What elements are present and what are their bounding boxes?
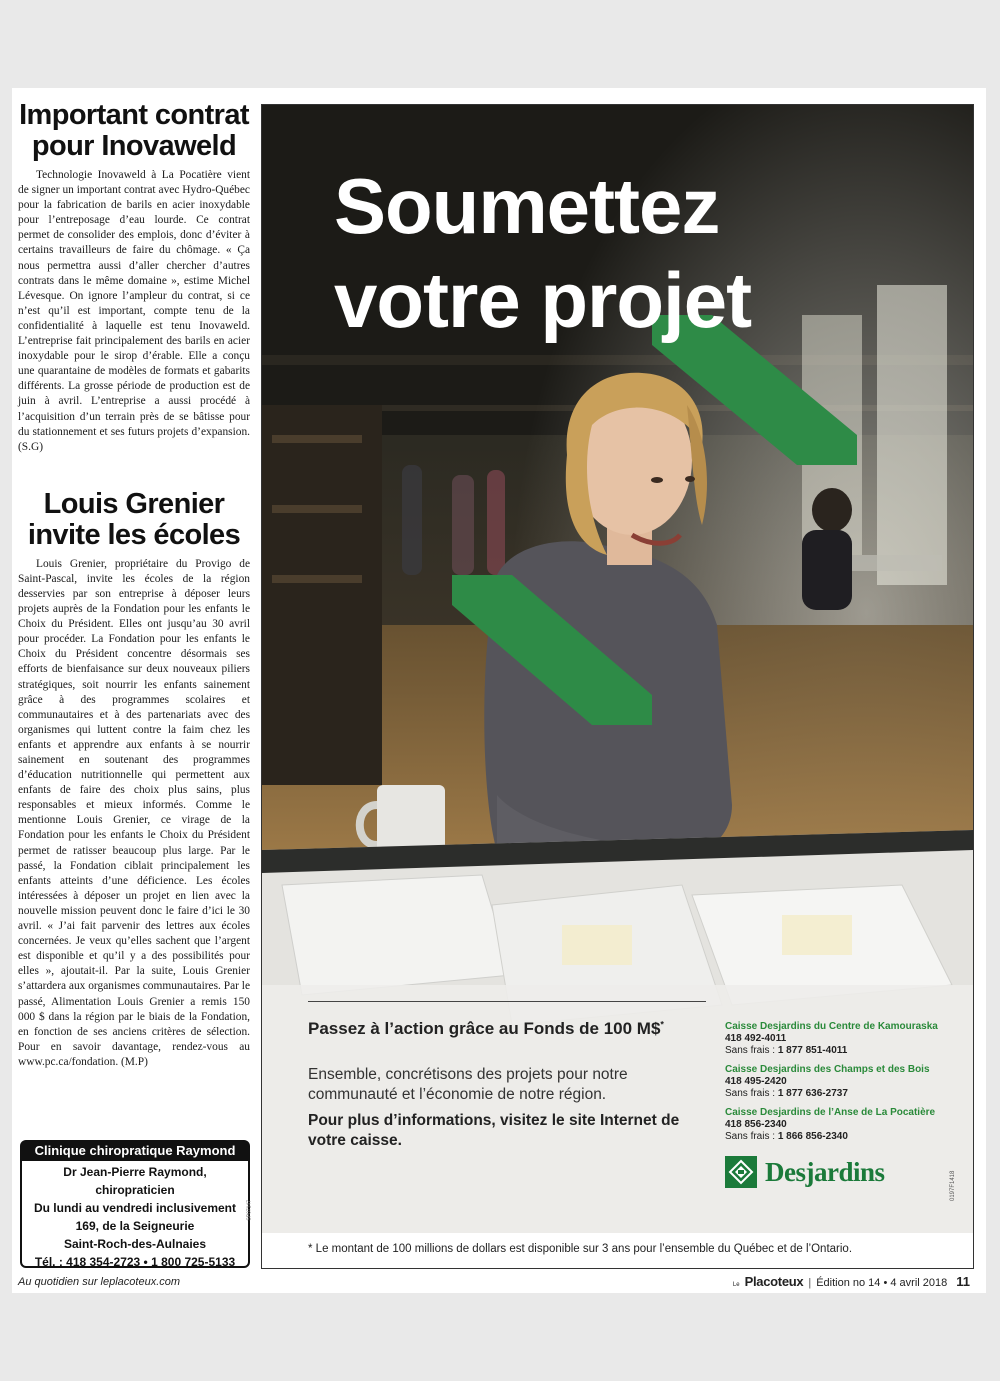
clinic-phone: Tél. : 418 354-2723 • 1 800 725-5133 (34, 1255, 236, 1269)
publication-name: Placoteux (744, 1274, 804, 1289)
article2-headline: Louis Grenier invite les écoles (27, 487, 241, 551)
footer-website: Au quotidien sur leplacoteux.com (18, 1276, 181, 1288)
ad-call-to-action: Passez à l’action grâce au Fonds de 100 M$* (308, 1019, 664, 1038)
ad-lead-bold: Pour plus d’informations, visitez le site Internet de votre caisse. (308, 1112, 680, 1149)
desjardins-ad (261, 104, 974, 1269)
article2-body: Louis Grenier, propriétaire du Provigo de Saint-Pascal, invite les écoles de la région desservies par son entreprise à déposer leurs projets auprès de la Fondation pour les enfants le Choix du Président. Elles ont jusqu’au 30 avril pour procéder. La Fondation pour les enfants le Choix du Président concentre désormais ses efforts de bienfaisance sur deux nouveaux piliers stratégiques, soit nourrir les enfants sainement grâce à des programmes scolaires et communautaires et à des partenariats avec des organismes qui luttent contre la faim chez les enfants et apprendre aux enfants à se nourrir sainement en soutenant des programmes d’éducation nutritionnelle qui permettent aux enfants de faire des choix plus sains, plus responsables et mieux informés. Comme le mentionne Louis Grenier, ce virage de la Fondation pour les enfants le Choix du Président permet de ratisser beaucoup plus large. Par le passé, la Fondation ciblait principalement les enfants atteints d’une déficience. Les écoles intéressées à déposer un projet en lien avec la nouvelle mission peuvent donc le faire d’ici le 30 avril. « J’ai fait parvenir des lettres aux écoles concernées. Je veux qu’elles sachent que l’argent est disponible et qu’il y a des possibilités pour elles », ajoutait-il. Par la suite, Louis Grenier s’attardera aux organismes communautaires. Par le passé, Alimentation Louis Grenier a remis 150 000 $ dans la région par le biais de la Fondation, en fonction de ses anciens critères de sélection. Pour en savoir davantage, rendez-vous au www.pc.ca/fondation. (M.P) (18, 557, 250, 1068)
clinic-address-line1: 169, de la Seigneurie (75, 1219, 195, 1233)
desjardins-logo-icon (725, 1156, 757, 1188)
ad-lead-text: Ensemble, concrétisons des projets pour notre communauté et l’économie de notre région. (308, 1066, 628, 1103)
branch-phone: 418 495-2420 (725, 1076, 787, 1087)
branch-toll-free: Sans frais : 1 877 636-2737 (725, 1088, 848, 1099)
desjardins-logo (725, 1156, 885, 1188)
branch-list (725, 1021, 965, 1150)
ad-divider (308, 1001, 706, 1002)
branch-phone: 418 492-4011 (725, 1033, 787, 1044)
article1-headline: Important contrat pour Inovaweld (19, 99, 249, 162)
clinic-doctor: Dr Jean-Pierre Raymond, chiropraticien (63, 1165, 207, 1197)
clinic-hours: Du lundi au vendredi inclusivement (33, 1201, 237, 1215)
article1-body: Technologie Inovaweld à La Pocatière vient de signer un important contrat avec Hydro-Québec pour la fabrication de barils en acier inoxydable pour l’entreposage d’eau lourde. Ce contrat permet de consolider des emplois, donc d’éviter à certains travailleurs de faire du chômage. « Ça nous permettra aussi d’aller chercher d’autres contrats dans le même domaine », estime Michel Lévesque. On ignore l’ampleur du contrat, si ce n’est qu’il est important, compte tenu de la confidentialité à laquelle est tenu Inovaweld. L’entreprise fait principalement des barils en acier inoxydable pour le sirop d’érable. Elle a conçu une quarantaine de modèles de formats et gabarits différents. La grosse période de production est de juin à avril. L’entreprise a aussi procédé à l’acquisition d’un terrain près de se bâtisse pour du stationnement et ses futurs projets d’expansion. (S.G) (18, 169, 250, 453)
branch-item (725, 1107, 965, 1143)
branch-item (725, 1021, 965, 1057)
branch-item (725, 1064, 965, 1100)
footer-publication (733, 1274, 970, 1289)
branch-toll-free: Sans frais : 1 866 856-2340 (725, 1131, 848, 1142)
desjardins-logo-text: Desjardins (765, 1156, 885, 1187)
left-column (18, 100, 250, 1070)
page-number: 11 (956, 1274, 970, 1289)
ad-info-panel (262, 985, 973, 1233)
branch-name: Caisse Desjardins du Centre de Kamouraska (725, 1021, 938, 1032)
ad-headline: Soumettez votre projet (334, 162, 752, 344)
ad-code: 0197F1418 (950, 1170, 956, 1201)
branch-name: Caisse Desjardins des Champs et des Bois (725, 1064, 930, 1075)
footer-separator: | (808, 1277, 812, 1289)
ad-footnote: * Le montant de 100 millions de dollars est disponible sur 3 ans pour l’ensemble du Québec et de l’Ontario. (262, 1233, 973, 1268)
branch-name: Caisse Desjardins de l’Anse de La Pocatière (725, 1107, 936, 1118)
clinic-title: Clinique chiropratique Raymond (22, 1142, 248, 1161)
clinic-box-ad (20, 1140, 253, 1269)
clinic-address-line2: Saint-Roch-des-Aulnaies (63, 1237, 207, 1251)
branch-toll-free: Sans frais : 1 877 851-4011 (725, 1045, 848, 1056)
branch-phone: 418 856-2340 (725, 1119, 787, 1130)
edition-info: Édition no 14 • 4 avril 2018 (816, 1277, 948, 1289)
clinic-ad-code: SP07147 (247, 1200, 253, 1221)
publication-prefix: Le (732, 1282, 740, 1288)
